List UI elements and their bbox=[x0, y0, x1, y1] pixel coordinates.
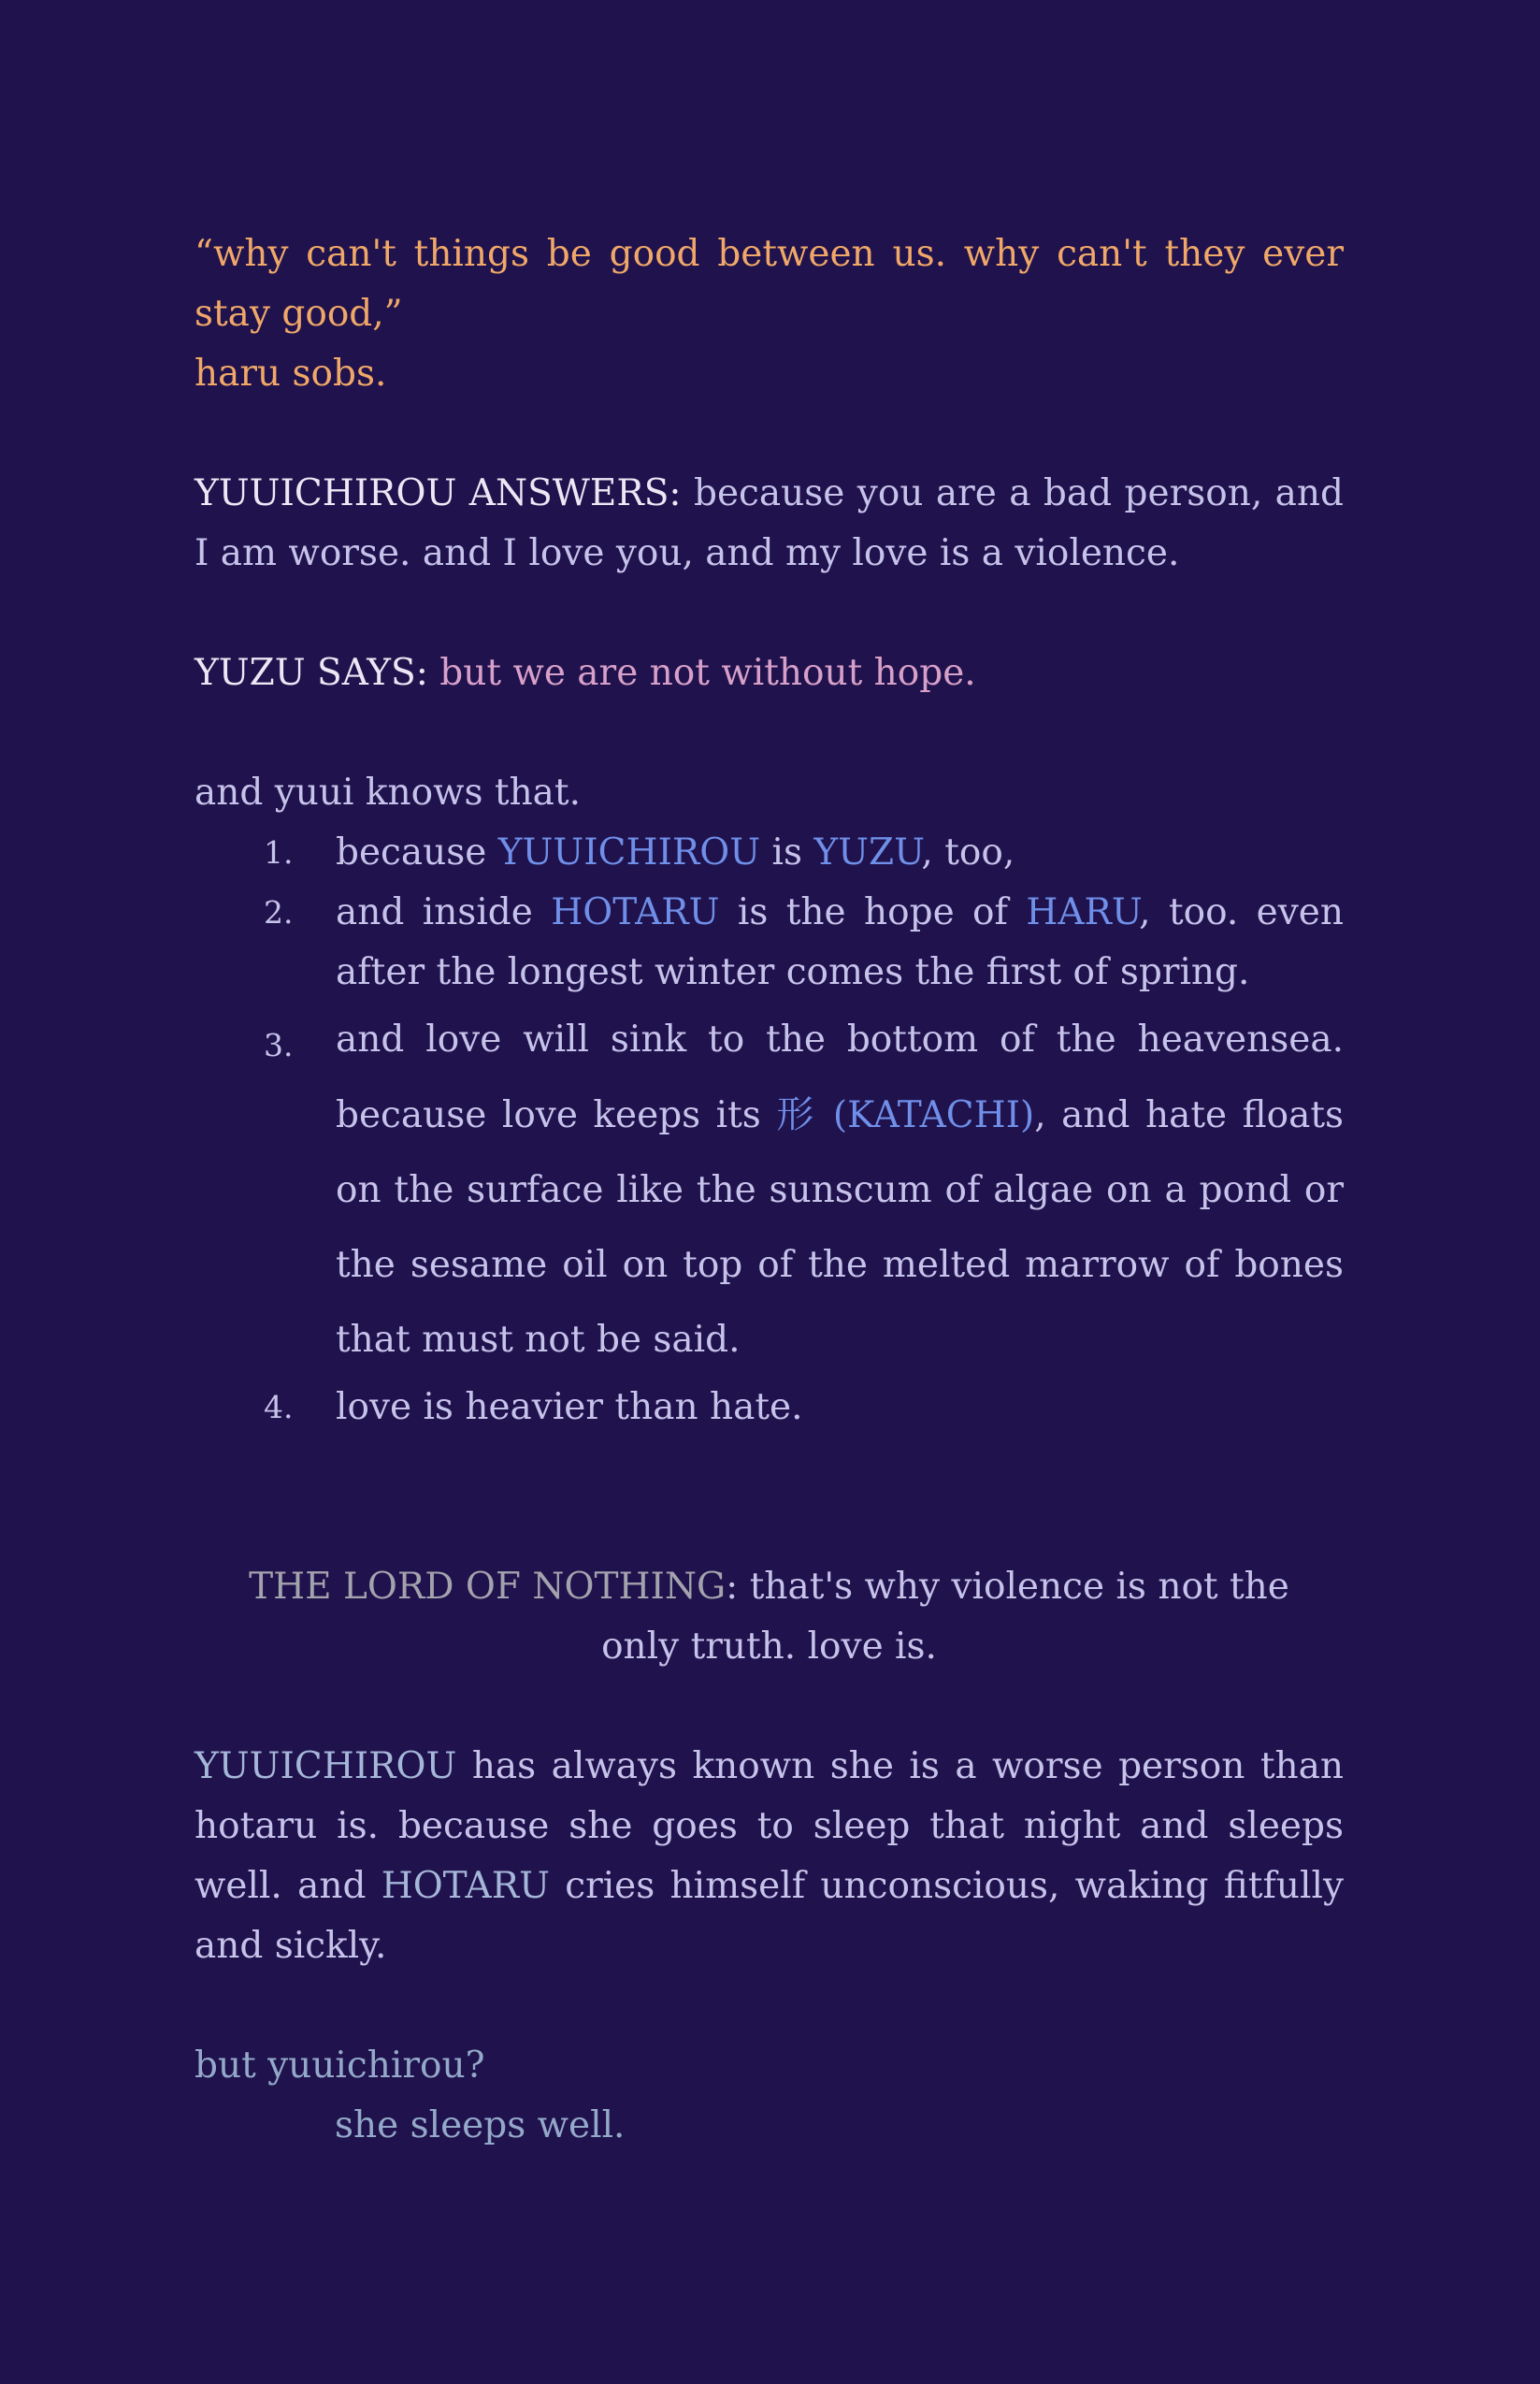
name-yuuichirou: YUUICHIROU bbox=[497, 831, 761, 874]
closing-text: has always known she is a worse person than hotaru is. because she goes to sleep that night and sleeps well. and bbox=[194, 1745, 1344, 1907]
name-hotaru: HOTARU bbox=[551, 891, 720, 933]
lord-text: : that's why violence is not the only truth. love is. bbox=[601, 1566, 1289, 1668]
list-number: 4. bbox=[264, 1389, 294, 1425]
knows-line: and yuui knows that. bbox=[194, 772, 582, 814]
list-item bbox=[194, 823, 1344, 883]
list-text: is the hope of bbox=[719, 891, 1027, 933]
list-text: , too, bbox=[921, 831, 1015, 874]
name-haru: HARU bbox=[1026, 891, 1140, 933]
name-yuzu: YUZU bbox=[813, 831, 922, 874]
yuzu-says bbox=[194, 643, 1344, 703]
numbered-list bbox=[194, 823, 1344, 1438]
list-text: because bbox=[336, 831, 498, 874]
yuuichirou-answers bbox=[194, 464, 1344, 584]
list-text: and love will sink to the bottom of the heavensea. because love keeps its bbox=[336, 1019, 1344, 1136]
yuzu-text: but we are not without hope. bbox=[427, 652, 976, 694]
list-text: , and hate floats on the surface like the sunscum of algae on a pond or the sesame oil on top of the melted marrow of bones that must not be said. bbox=[336, 1094, 1345, 1361]
lord-of-nothing-line bbox=[232, 1557, 1306, 1677]
quote-line-2: haru sobs. bbox=[194, 353, 387, 395]
list-item bbox=[194, 1378, 1344, 1438]
coda bbox=[194, 2036, 1344, 2156]
haru-quote bbox=[194, 224, 1344, 404]
list-text: is bbox=[760, 831, 814, 874]
closing-paragraph bbox=[194, 1737, 1344, 1976]
closing-text: cries himself unconscious, waking fitfully and sickly. bbox=[194, 1865, 1344, 1967]
speaker-yuzu-says: YUZU SAYS: bbox=[194, 652, 428, 694]
name-yuuichirou: YUUICHIROU bbox=[194, 1745, 457, 1787]
kanji-katachi: 形 bbox=[776, 1093, 818, 1136]
list-number: 2. bbox=[264, 894, 294, 931]
list-text: , too. even after the longest winter comes the first of spring. bbox=[336, 891, 1344, 993]
coda-line-2: she sleeps well. bbox=[335, 2104, 626, 2146]
list-item bbox=[194, 1003, 1344, 1378]
quote-line-1: “why can't things be good between us. why can't they ever stay good,” bbox=[194, 233, 1344, 335]
name-hotaru: HOTARU bbox=[381, 1865, 550, 1907]
coda-line-1: but yuuichirou? bbox=[194, 2044, 485, 2087]
list-text: love is heavier than hate. bbox=[336, 1386, 803, 1428]
list-text: and inside bbox=[336, 891, 552, 933]
speaker-lord-of-nothing: THE LORD OF NOTHING bbox=[249, 1566, 727, 1608]
name-katachi: (KATACHI) bbox=[817, 1094, 1035, 1136]
speaker-yuuichirou-answers: YUUICHIROU ANSWERS: bbox=[194, 472, 682, 514]
list-number: 3. bbox=[264, 1027, 294, 1063]
list-number: 1. bbox=[264, 834, 294, 871]
list-item bbox=[194, 883, 1344, 1003]
answer-text: because you are a bad person, and I am worse. and I love you, and my love is a violence. bbox=[194, 472, 1345, 574]
